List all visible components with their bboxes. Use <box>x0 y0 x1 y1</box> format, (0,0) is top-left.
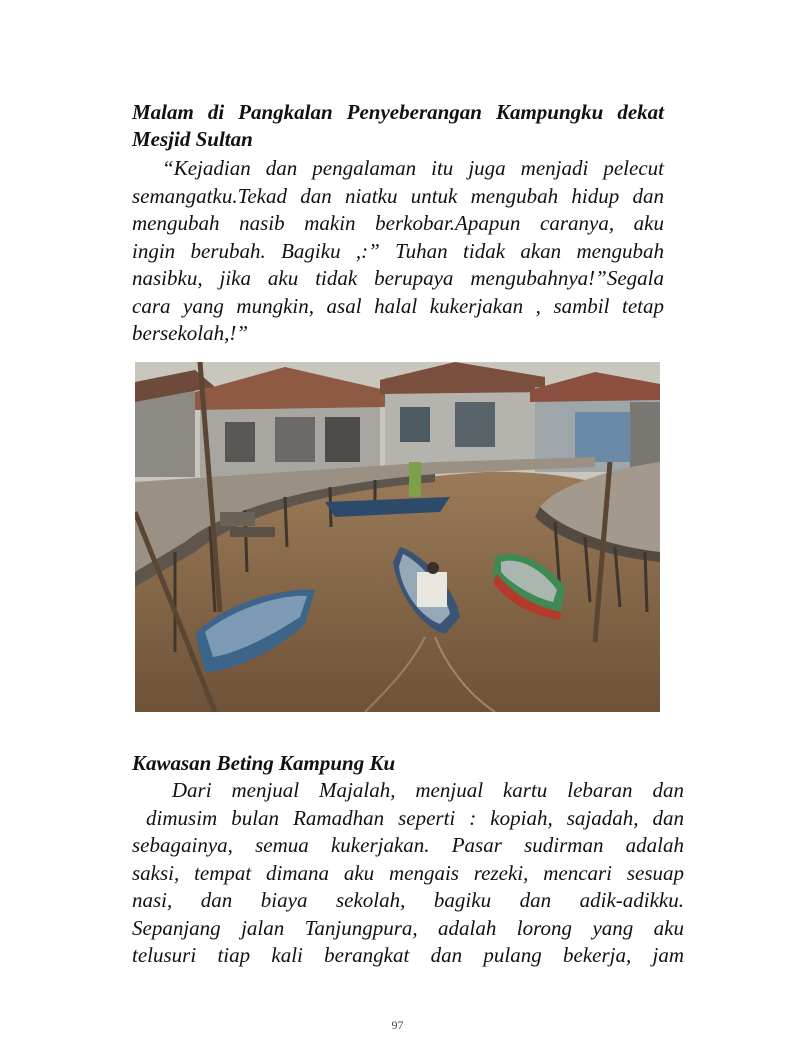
section-heading-2: Kawasan Beting Kampung Ku <box>132 751 396 775</box>
text-line: “Kejadian dan pengalaman itu juga menjadi pelecut <box>132 156 664 180</box>
text-line: sebagainya, semua kukerjakan. Pasar sudirman adalah <box>132 833 684 857</box>
text-line: bersekolah,!” <box>132 321 249 345</box>
text-line: nasibku, jika aku tidak berupaya mengubahnya!”Segala <box>132 266 664 290</box>
text-line: mengubah nasib makin berkobar.Apapun caranya, aku <box>132 211 664 235</box>
text-line: Sepanjang jalan Tanjungpura, adalah lorong yang aku <box>132 915 684 940</box>
text-line: Dari menjual Majalah, menjual kartu lebaran dan <box>132 778 684 802</box>
text-line: semangatku.Tekad dan niatku untuk mengubah hidup dan <box>132 183 664 208</box>
page-number: 97 <box>391 1018 404 1032</box>
section-heading-1: Malam di Pangkalan Penyeberangan Kampungku dekat Mesjid Sultan <box>132 100 664 151</box>
text-line: ingin berubah. Bagiku ,:” Tuhan tidak akan mengubah <box>132 238 664 263</box>
text-line: telusuri tiap kali berangkat dan pulang bekerja, jam <box>132 943 684 967</box>
paragraph-2 <box>132 777 684 970</box>
text-line: nasi, dan biaya sekolah, bagiku dan adik-adikku. <box>132 888 684 912</box>
river-kampung-photo <box>135 362 660 712</box>
text-line: dimusim bulan Ramadhan seperti : kopiah, sajadah, dan <box>132 805 684 830</box>
text-line: saksi, tempat dimana aku mengais rezeki, mencari sesuap <box>132 860 684 885</box>
text-line: cara yang mungkin, asal halal kukerjakan , sambil tetap <box>132 293 664 318</box>
paragraph-1 <box>132 155 664 348</box>
